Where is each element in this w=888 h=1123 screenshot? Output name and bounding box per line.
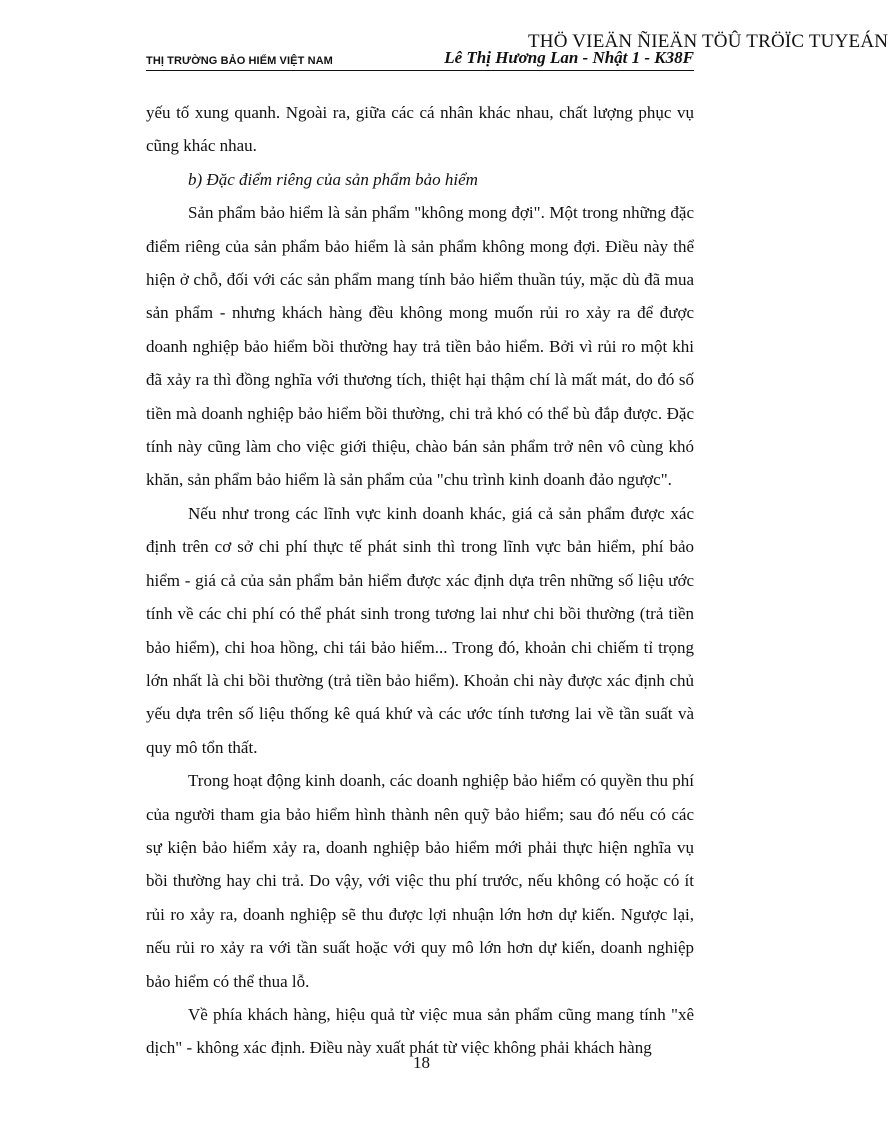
paragraph: Trong hoạt động kinh doanh, các doanh nghiệp bảo hiểm có quyền thu phí của người tham gia bảo hiểm hình thành nên quỹ bảo hiểm; sau đó nếu có các sự kiện bảo hiểm xảy ra, doanh nghiệp bảo hiểm mới phải thực hiện nghĩa vụ bồi thường hay chi trả. Do vậy, với việc thu phí trước, nếu không có hoặc có ít rủi ro xảy ra, doanh nghiệp sẽ thu được lợi nhuận lớn hơn dự kiến. Ngược lại, nếu rủi ro xảy ra với tần suất hoặc với quy mô lớn hơn dự kiến, doanh nghiệp bảo hiểm có thể thua lỗ. <box>146 771 694 991</box>
paragraph: Sản phẩm bảo hiểm là sản phẩm "không mong đợi". Một trong những đặc điểm riêng của sản phẩm bảo hiểm là sản phẩm không mong đợi. Điều này thể hiện ở chỗ, đối với các sản phẩm mang tính bảo hiểm thuần túy, mặc dù đã mua sản phẩm - nhưng khách hàng đều không mong muốn rủi ro xảy ra để được doanh nghiệp bảo hiểm bồi thường hay trả tiền bảo hiểm. Bởi vì rủi ro một khi đã xảy ra thì đồng nghĩa với thương tích, thiệt hại thậm chí là mất mát, do đó số tiền mà doanh nghiệp bảo hiểm bồi thường, chi trả khó có thể bù đắp được. Đặc tính này cũng làm cho việc giới thiệu, chào bán sản phẩm trở nên vô cùng khó khăn, sản phẩm bảo hiểm là sản phẩm của "chu trình kinh doanh đảo ngược". <box>146 203 694 490</box>
header-author: Lê Thị Hương Lan - Nhật 1 - K38F <box>444 48 694 67</box>
paragraph: Nếu như trong các lĩnh vực kinh doanh khác, giá cả sản phẩm được xác định trên cơ sở chi phí thực tế phát sinh thì trong lĩnh vực bản hiểm, phí bảo hiểm - giá cả của sản phẩm bản hiểm được xác định dựa trên những số liệu ước tính về các chi phí có thể phát sinh trong tương lai như chi bồi thường (trả tiền bảo hiểm), chi hoa hồng, chi tái bảo hiểm... Trong đó, khoản chi chiếm tỉ trọng lớn nhất là chi bồi thường (trả tiền bảo hiểm). Khoản chi này được xác định chủ yếu dựa trên số liệu thống kê quá khứ và các ước tính tương lai về tần suất và quy mô tổn thất. <box>146 503 694 757</box>
section-subheading: b) Đặc điểm riêng của sản phẩm bảo hiểm <box>188 169 478 189</box>
body-text <box>146 96 694 1065</box>
header-divider <box>146 70 694 71</box>
paragraph-continuation: yếu tố xung quanh. Ngoài ra, giữa các cá nhân khác nhau, chất lượng phục vụ cũng khác nhau. <box>146 103 694 156</box>
watermark: THÖ VIEÄN ÑIEÄN TÖÛ TRÖÏC TUYEÁN <box>528 31 888 52</box>
running-header <box>146 48 694 70</box>
page-number: 18 <box>413 1053 430 1072</box>
paragraph: Về phía khách hàng, hiệu quả từ việc mua sản phẩm cũng mang tính "xê dịch" - không xác định. Điều này xuất phát từ việc không phải khách hàng <box>146 1004 694 1058</box>
header-title: THỊ TRƯỜNG BẢO HIỂM VIỆT NAM <box>146 55 333 67</box>
